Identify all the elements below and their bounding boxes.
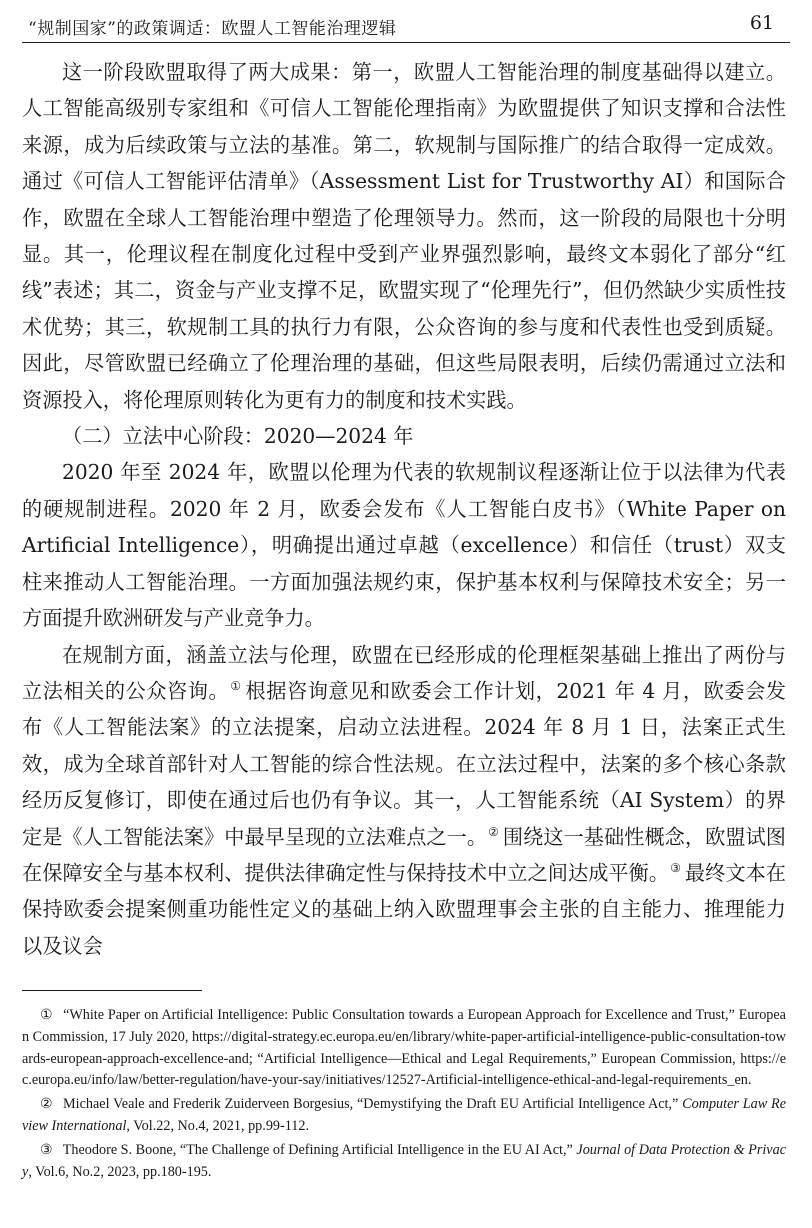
paragraph-regulation-part-1: 在规制方面，涵盖立法与伦理，欧盟在已经形成的伦理框架基础上推出了两份与立法相关的公众咨询。 xyxy=(22,642,786,703)
paragraph-regulation xyxy=(22,637,786,965)
journal-title: Computer Law Review International xyxy=(22,1096,786,1134)
footnote-mark: ③ xyxy=(40,1141,53,1158)
paragraph-regulation-part-4: 最终文本在保持欧委会提案侧重功能性定义的基础上纳入欧盟理事会主张的自主能力、推理能力以及议会 xyxy=(22,860,786,958)
journal-title: Journal of Data Protection & Privacy xyxy=(22,1141,786,1180)
running-title: “规制国家”的政策调适：欧盟人工智能治理逻辑 xyxy=(28,19,397,39)
footnote-3 xyxy=(22,1140,786,1184)
footnote-ref-2[interactable]: ② xyxy=(488,824,499,839)
footnote-1 xyxy=(22,1005,786,1092)
body-text xyxy=(22,54,786,964)
paragraph-regulation-part-2: 根据咨询意见和欧委会工作计划，2021 年 4 月，欧委会发布《人工智能法案》的立法提案，启动立法进程。2024 年 8 月 1 日，法案正式生效，成为全球首部针对人工智能的综合性法规。在立法过程中，法案的多个核心条款经历反复修订，即使在通过后也仍有争议。其一，人工智能系统（AI System）的界定是《人工智能法案》中最早呈现的立法难点之一。 xyxy=(22,678,786,849)
footnote-ref-3[interactable]: ③ xyxy=(670,861,681,876)
paragraph-regulation-part-3: 围绕这一基础性概念，欧盟试图在保障安全与基本权利、提供法律确定性与保持技术中立之间达成平衡。 xyxy=(22,824,786,885)
footnote-citation: , Vol.6, No.2, 2023, pp.180-195. xyxy=(28,1163,212,1180)
footnotes xyxy=(22,1005,786,1185)
header-rule xyxy=(22,42,790,43)
paragraph-achievements: 这一阶段欧盟取得了两大成果：第一，欧盟人工智能治理的制度基础得以建立。人工智能高级别专家组和《可信人工智能伦理指南》为欧盟提供了知识支撑和合法性来源，成为后续政策与立法的基准。第二，软规制与国际推广的结合取得一定成效。通过《可信人工智能评估清单》（Assessment List for Trustworthy AI）和国际合作，欧盟在全球人工智能治理中塑造了伦理领导力。然而，这一阶段的局限也十分明显。其一，伦理议程在制度化过程中受到产业界强烈影响，最终文本弱化了部分“红线”表述；其二，资金与产业支撑不足，欧盟实现了“伦理先行”，但仍然缺少实质性技术优势；其三，软规制工具的执行力有限，公众咨询的参与度和代表性也受到质疑。因此，尽管欧盟已经确立了伦理治理的基础，但这些局限表明，后续仍需通过立法和资源投入，将伦理原则转化为更有力的制度和技术实践。 xyxy=(22,60,786,412)
footnote-citation: , Vol.22, No.4, 2021, pp.99-112. xyxy=(126,1117,310,1134)
footnote-mark: ① xyxy=(40,1007,54,1023)
footnote-text: “White Paper on Artificial Intelligence: Public Consultation towards a European Approach for Excellence and Trust,” European Commission, 17 July 2020, https://digital-strategy.ec.europa.eu/en/library/white-paper-artificial-intelligence-public-consultation-towards-european-approach-excellence-and; “Artificial Intelligence—Ethical and Legal Requirements,” European Commission, https://ec.europa.eu/info/law/better-regulation/have-your-say/initiatives/12527-Artificial-intelligence-ethical-and-legal-requirements_en. xyxy=(22,1007,786,1089)
page-number: 61 xyxy=(749,12,774,34)
footnote-ref-1[interactable]: ① xyxy=(230,679,242,694)
paragraph-legislation-stage: 2020 年至 2024 年，欧盟以伦理为代表的软规制议程逐渐让位于以法律为代表的硬规制进程。2020 年 2 月，欧委会发布《人工智能白皮书》（White Paper on Artificial Intelligence），明确提出通过卓越（excellence）和信任（trust）双支柱来推动人工智能治理。一方面加强法规约束，保护基本权利与保障技术安全；另一方面提升欧洲研发与产业竞争力。 xyxy=(22,460,786,631)
footnote-text: Theodore S. Boone, “The Challenge of Defining Artificial Intelligence in the EU AI Act,” xyxy=(62,1141,577,1158)
section-heading: （二）立法中心阶段：2020—2024 年 xyxy=(62,424,414,449)
footnote-separator xyxy=(22,990,202,991)
running-header xyxy=(28,10,774,40)
footnote-2 xyxy=(22,1094,786,1138)
footnote-mark: ② xyxy=(40,1096,54,1113)
footnote-text: Michael Veale and Frederik Zuiderveen Borgesius, “Demystifying the Draft EU Artificial Intelligence Act,” xyxy=(63,1096,683,1113)
